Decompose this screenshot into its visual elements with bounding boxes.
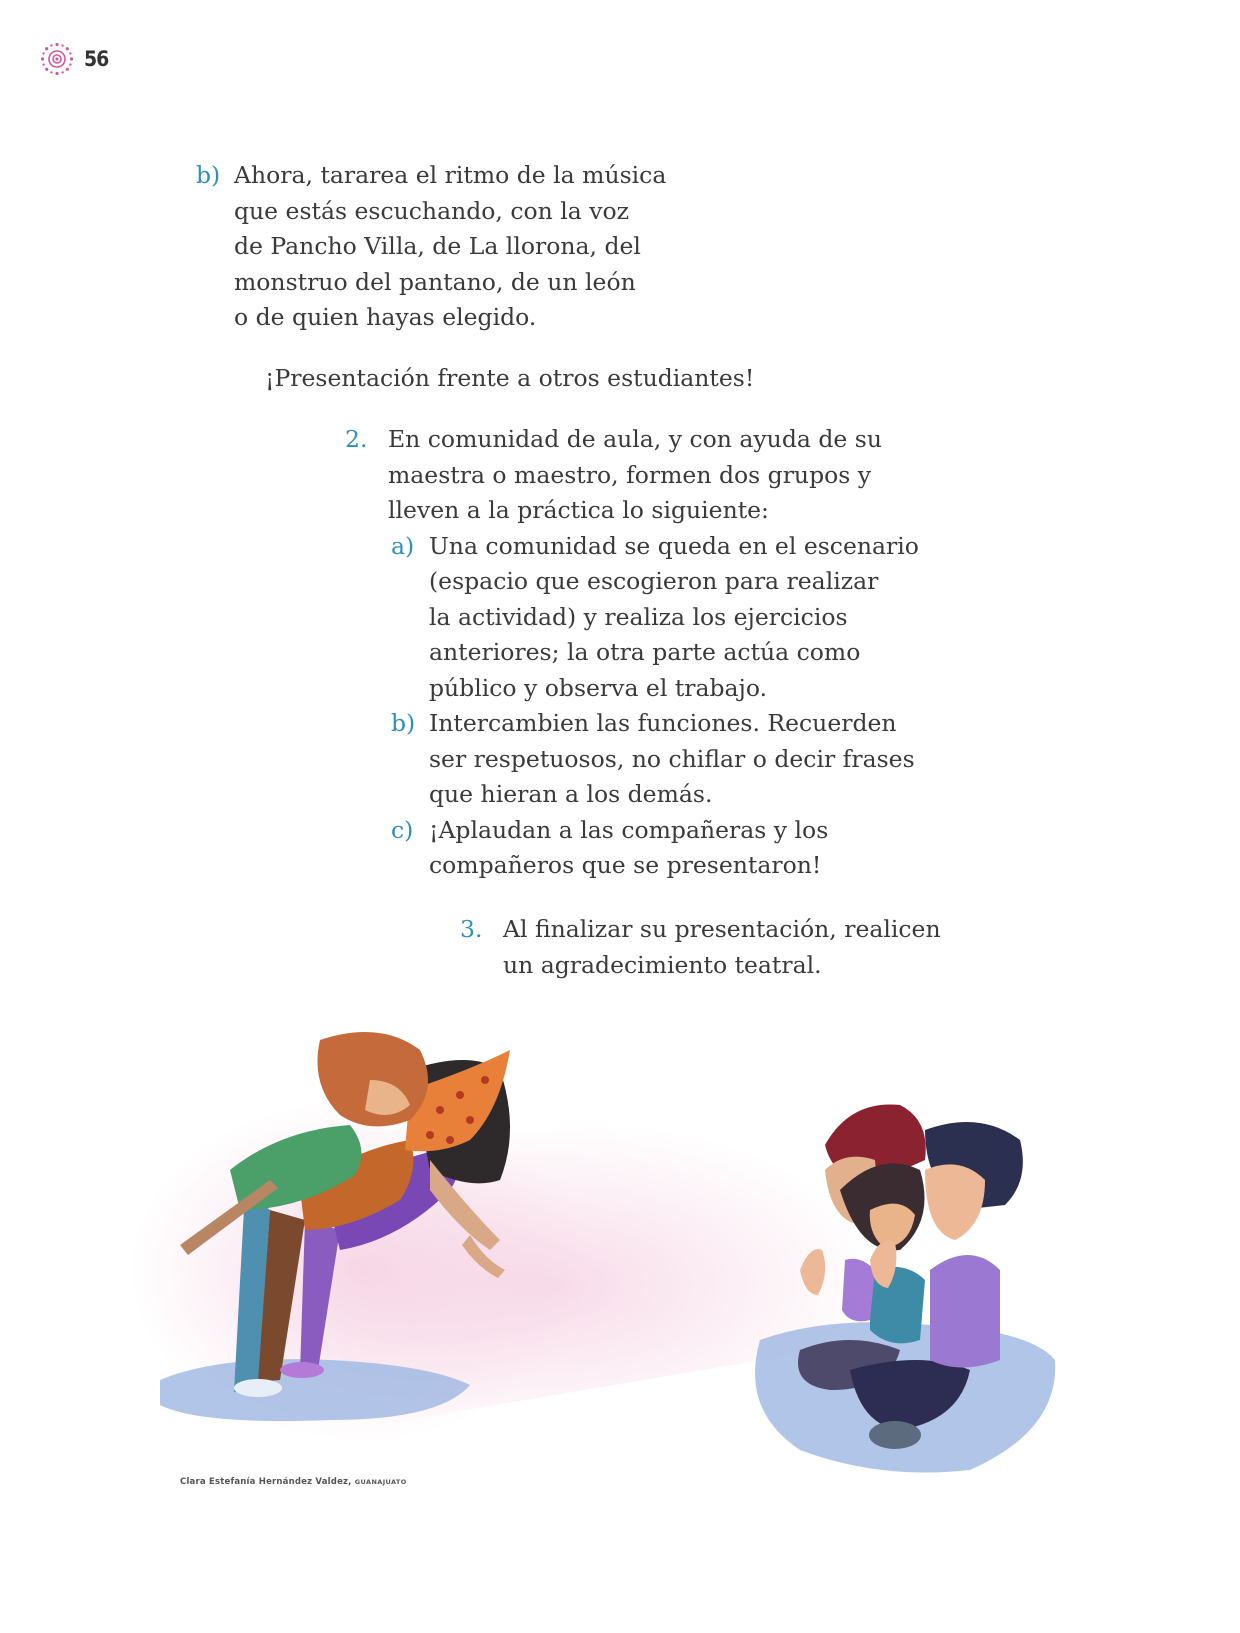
step-2-item-b — [391, 706, 965, 813]
step-2-item-a — [391, 529, 965, 707]
text-line: un agradecimiento teatral. — [503, 950, 822, 979]
text-line: Intercambien las funciones. Recuerden — [429, 709, 897, 737]
credit-name: Clara Estefanía Hernández Valdez, — [180, 1477, 352, 1487]
text-line: anteriores; la otra parte actúa como — [429, 638, 861, 666]
item-a-label: a) — [391, 531, 415, 560]
text-line: la actividad) y realiza los ejercicios — [429, 602, 848, 631]
section-b — [196, 158, 756, 336]
text-line: En comunidad de aula, y con ayuda de su — [388, 425, 882, 453]
text-line: compañeros que se presentaron! — [429, 851, 822, 879]
text-line: lleven a la práctica lo siguiente: — [388, 496, 769, 524]
text-line: Una comunidad se queda en el escenario — [429, 531, 919, 560]
text-line: monstruo del pantano, de un león — [234, 267, 636, 296]
text-line: Ahora, tararea el ritmo de la música — [234, 161, 667, 189]
illustration-credit — [180, 1477, 407, 1487]
step-3-label: 3. — [460, 915, 483, 943]
step-2-item-c — [391, 813, 965, 884]
text-line: que estás escuchando, con la voz — [234, 196, 630, 225]
text-line: público y observa el trabajo. — [429, 673, 768, 702]
text-line: Al finalizar su presentación, realicen — [503, 915, 941, 943]
sun-ornament-icon — [40, 42, 74, 76]
step-3 — [460, 912, 1000, 983]
text-line: maestra o maestro, formen dos grupos y — [388, 460, 872, 489]
step-2 — [345, 422, 965, 884]
section-b-text — [234, 158, 756, 336]
text-line: (espacio que escogieron para realizar — [429, 567, 879, 595]
text-line: o de quien hayas elegido. — [234, 303, 537, 331]
section-b-label: b) — [196, 161, 221, 189]
page-header — [40, 42, 108, 76]
step-2-text — [388, 422, 965, 884]
section-heading: ¡Presentación frente a otros estudiantes! — [265, 364, 755, 392]
text-line: ser respetuosos, no chiflar o decir frases — [429, 744, 915, 773]
step-2-label: 2. — [345, 425, 368, 453]
page-number: 56 — [84, 47, 109, 71]
text-line: que hieran a los demás. — [429, 780, 713, 808]
credit-state: GUANAJUATO — [354, 1478, 407, 1486]
item-b-label: b) — [391, 709, 416, 737]
illustration-theatrical-bow — [0, 1010, 1240, 1550]
item-c-label: c) — [391, 815, 414, 844]
text-line: de Pancho Villa, de La llorona, del — [234, 232, 641, 260]
text-line: ¡Aplaudan a las compañeras y los — [429, 815, 829, 844]
